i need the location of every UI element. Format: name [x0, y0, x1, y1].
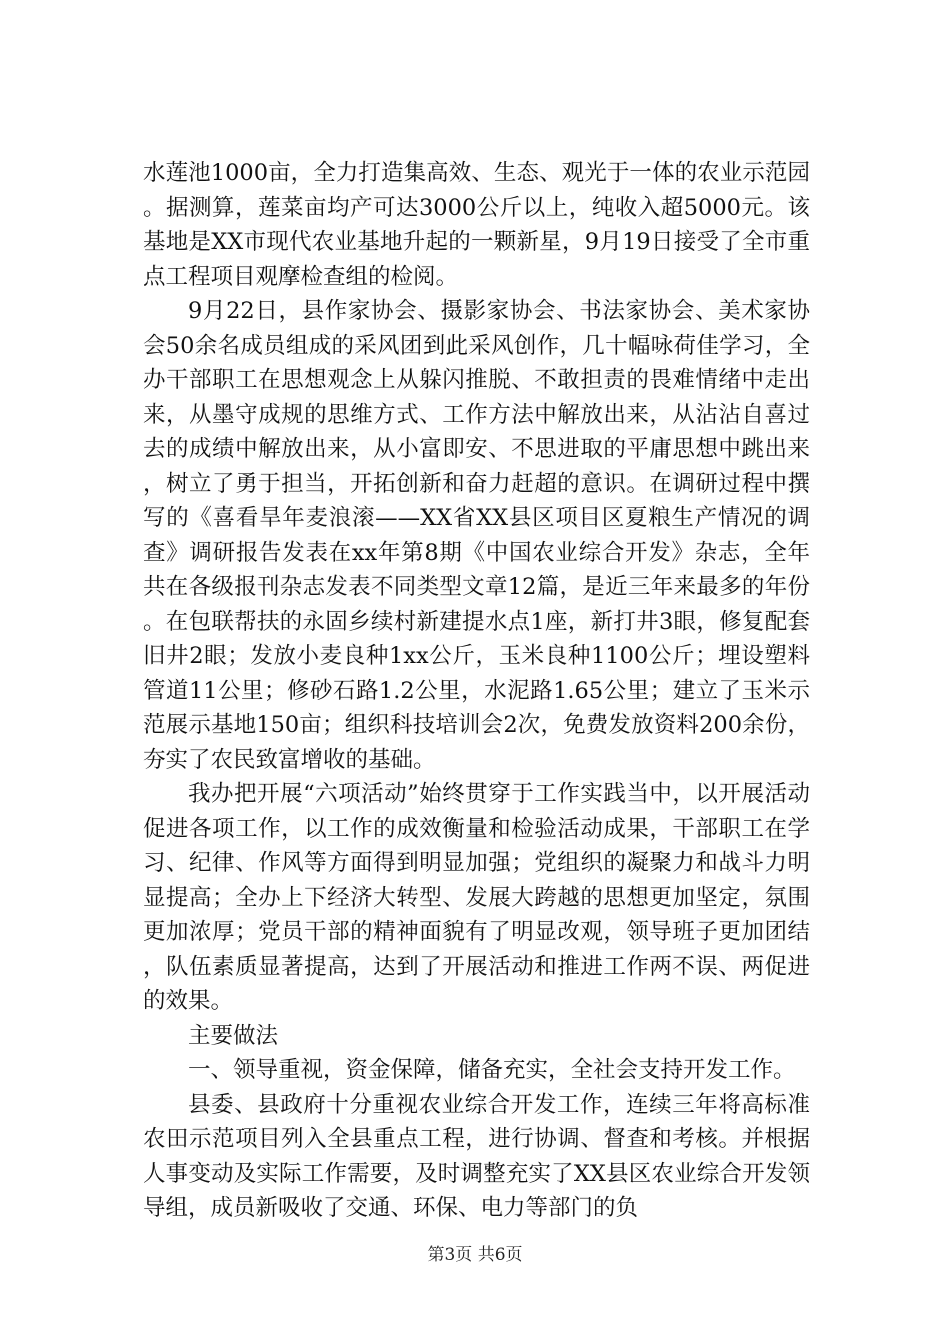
section-heading-main-practices: 主要做法	[188, 1022, 279, 1049]
document-body	[143, 156, 810, 1226]
page-footer: 第3页 共6页	[427, 1245, 523, 1265]
paragraph-county-support: 县委、县政府十分重视农业综合开发工作，连续三年将高标准农田示范项目列入全县重点工程，进行协调、督查和考核。并根据人事变动及实际工作需要，及时调整充实了XX县区农业综合开发领导组，成员新吸收了交通、环保、电力等部门的负	[143, 1091, 810, 1221]
paragraph-six-activities: 我办把开展“六项活动”始终贯穿于工作实践当中，以开展活动促进各项工作，以工作的成效衡量和检验活动成果，干部职工在学习、纪律、作风等方面得到明显加强；党组织的凝聚力和战斗力明显提高；全办上下经济大转型、发展大跨越的思想更加坚定，氛围更加浓厚；党员干部的精神面貌有了明显改观，领导班子更加团结，队伍素质显著提高，达到了开展活动和推进工作两不误、两促进的效果。	[143, 781, 810, 1014]
paragraph-activities-results: 9月22日，县作家协会、摄影家协会、书法家协会、美术家协会50余名成员组成的采风团到此采风创作，几十幅咏荷佳学习，全办干部职工在思想观念上从躲闪推脱、不敢担责的畏难情绪中走出来，从墨守成规的思维方式、工作方法中解放出来，从沾沾自喜过去的成绩中解放出来，从小富即安、不思进取的平庸思想中跳出来，树立了勇于担当，开拓创新和奋力赶超的意识。在调研过程中撰写的《喜看旱年麦浪滚——XX省XX县区项目区夏粮生产情况的调查》调研报告发表在xx年第8期《中国农业综合开发》杂志，全年共在各级报刊杂志发表不同类型文章12篇，是近三年来最多的年份。在包联帮扶的永固乡续村新建提水点1座，新打井3眼，修复配套旧井2眼；发放小麦良种1xx公斤，玉米良种1100公斤；埋设塑料管道11公里；修砂石路1.2公里，水泥路1.65公里；建立了玉米示范展示基地150亩；组织科技培训会2次，免费发放资料200余份，夯实了农民致富增收的基础。	[143, 298, 810, 773]
subheading-leadership: 一、领导重视，资金保障，储备充实，全社会支持开发工作。	[188, 1057, 796, 1083]
paragraph-continued: 水莲池1000亩，全力打造集高效、生态、观光于一体的农业示范园。据测算，莲菜亩均产可达3000公斤以上，纯收入超5000元。该基地是XX市现代农业基地升起的一颗新星，9月19日接受了全市重点工程项目观摩检查组的检阅。	[143, 160, 810, 290]
